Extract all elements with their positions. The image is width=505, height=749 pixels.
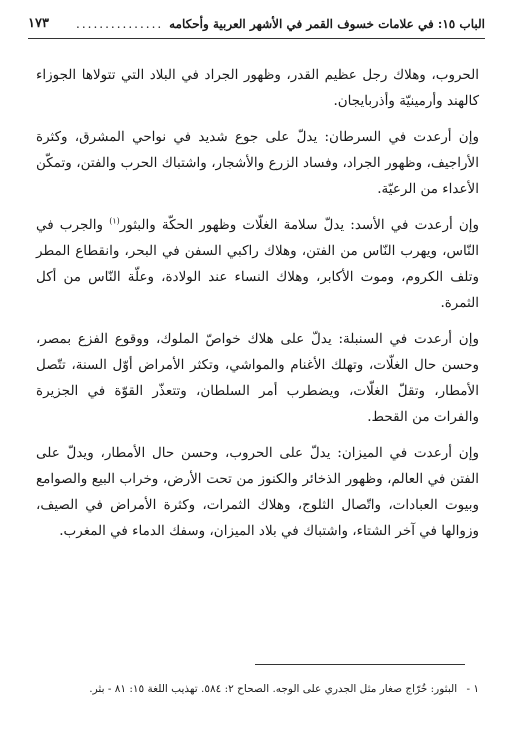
leader-dots: ............... bbox=[76, 17, 164, 31]
footnote-reference[interactable]: (١) bbox=[109, 216, 120, 226]
footnote bbox=[30, 678, 479, 700]
main-text bbox=[36, 62, 479, 554]
paragraph bbox=[36, 212, 479, 316]
running-header bbox=[28, 14, 485, 36]
footnote-number: ١ - bbox=[466, 683, 479, 695]
footnote-text: البثور: خُرّاج صغار مثل الجدري على الوجه. الصحاح ٢: ٥٨٤. تهذيب اللغة ١٥: ٨١ - بثر. bbox=[89, 683, 458, 695]
paragraph-text: وإن أرعدت في الأسد: يدلّ سلامة الغلّات وظهور الحكّة والبثور bbox=[119, 217, 480, 233]
paragraph: وإن أرعدت في السنبلة: يدلّ على هلاك خواصّ الملوك، ووقوع الفزع بمصر، وحسن حال الغلّات، وتهلك الأغنام والمواشي، وتكثر الأمراض أوّل السنة، تتّصل الأمطار، وتقلّ الغلّات، ويضطرب أمر السلطان، وتتعذّر القوّة في الجزيرة والفرات من القحط. bbox=[36, 331, 479, 425]
footnote-divider bbox=[255, 664, 465, 665]
chapter-title: الباب ١٥: في علامات خسوف القمر في الأشهر العربية وأحكامه bbox=[169, 17, 485, 31]
page-number: ١٧٣ bbox=[28, 16, 49, 31]
paragraph-text: والجرب في النّاس، ويهرب النّاس من الفتن، وهلاك راكبي السفن في البحر، وانقطاع المطر وتلف الكروم، وموت الأكابر، وهلاك النساء عند الولادة، وعلّة النّاس من أكل الثمرة. bbox=[36, 217, 479, 311]
paragraph: وإن أرعدت في الميزان: يدلّ على الحروب، وحسن حال الأمطار، ويدلّ على الفتن في العالم، وظهور الذخائر والكنوز من تحت الأرض، وخراب البيع والصوامع وبيوت العبادات، واتّصال الثلوج، وهلاك الثمرات، وكثرة الأمراض في الصيف، وزوالها في آخر الشتاء، واشتباك في بلاد الميزان، وسفك الدماء في المغرب. bbox=[36, 445, 479, 539]
paragraph: الحروب، وهلاك رجل عظيم القدر، وظهور الجراد في البلاد التي تتولاها الجوزاء كالهند وأرمينيّة وأذربايجان. bbox=[36, 67, 479, 109]
header-divider bbox=[28, 38, 485, 39]
paragraph: وإن أرعدت في السرطان: يدلّ على جوع شديد في نواحي المشرق، وكثرة الأراجيف، وظهور الجراد، وفساد الزرع والأشجار، واشتباك الحرب والفتن، وتمكّن الأعداء من الرعيّة. bbox=[36, 129, 479, 197]
